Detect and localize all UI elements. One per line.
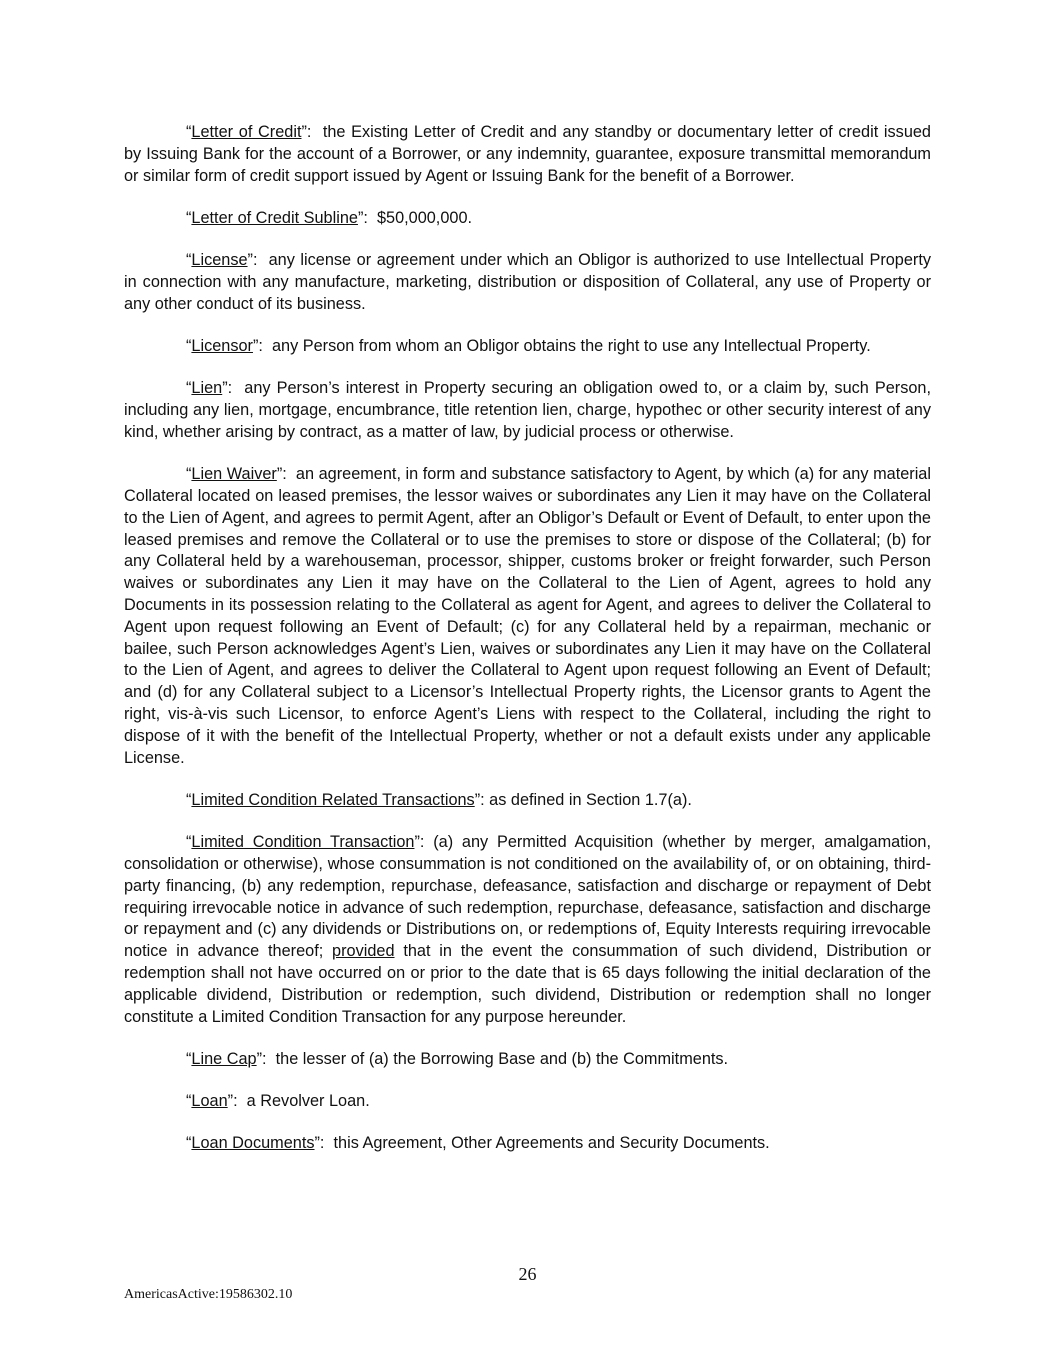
defined-term: Lien Waiver (191, 465, 277, 484)
defined-term: Letter of Credit (191, 123, 302, 141)
definition-license: “License”: any license or agreement under which an Obligor is authorized to use Intellectual Property in connection with any manufacture, marketing, distribution or disposition of Collateral, any use of Property or any other conduct of its business. (124, 251, 931, 313)
defined-term: Loan Documents (191, 1134, 315, 1153)
definition-text: the Existing Letter of Credit and any standby or documentary letter of credit issued by Issuing Bank for the account of a Borrower, or any indemnity, guarantee, exposure transmittal memorandum or similar form of credit support issued by Agent or Issuing Bank for the benefit of a Borrower. (124, 123, 931, 185)
definition-loan: “Loan”: a Revolver Loan. (186, 1092, 370, 1111)
definition-text: a Revolver Loan. (246, 1092, 370, 1111)
definition-limited-condition-related-transactions: “Limited Condition Related Transactions”: as defined in Section 1.7(a). (186, 790, 692, 809)
definition-text: this Agreement, Other Agreements and Security Documents. (333, 1134, 770, 1153)
definition-text: the lesser of (a) the Borrowing Base and (b) the Commitments. (275, 1049, 729, 1068)
definition-text: (a) any Permitted Acquisition (whether by merger, amalgamation, consolidation or otherwise), whose consummation is not conditioned on the availability of, or on obtaining, third-party financing, (b) any redemption, repurchase, defeasance, satisfaction and discharge or repayment of Debt requiring irrevocable notice in advance of such redemption, repurchase, defeasance, satisfaction and discharge or repayment and (c) any dividends or Distributions on, or redemptions of, Equity Interests requiring irrevocable notice in advance thereof; (124, 833, 931, 961)
defined-term: Limited Condition Related Transactions (191, 790, 475, 809)
defined-term: Licensor (191, 337, 253, 356)
defined-term: Loan (191, 1092, 228, 1111)
provided-emphasis: provided (332, 942, 395, 961)
defined-term: License (191, 251, 248, 270)
definition-loan-documents: “Loan Documents”: this Agreement, Other Agreements and Security Documents. (186, 1134, 770, 1153)
document-body (124, 122, 931, 1176)
definition-licensor: “Licensor”: any Person from whom an Obligor obtains the right to use any Intellectual Property. (186, 337, 871, 356)
definition-text-continued: that in the event the consummation of such dividend, Distribution or redemption shall not have occurred on or prior to the date that is 65 days following the initial declaration of the applicable dividend, Distribution or redemption, such dividend, Distribution or redemption shall no longer constitute a Limited Condition Transaction for any purpose hereunder. (124, 942, 932, 1026)
defined-term: Limited Condition Transaction (191, 833, 415, 852)
defined-term: Line Cap (191, 1049, 257, 1068)
document-id: AmericasActive:19586302.10 (124, 1287, 293, 1302)
definition-line-cap: “Line Cap”: the lesser of (a) the Borrowing Base and (b) the Commitments. (186, 1049, 729, 1068)
definition-text: $50,000,000. (376, 208, 473, 227)
definition-letter-of-credit-subline: “Letter of Credit Subline”: $50,000,000. (186, 208, 473, 227)
definition-text: as defined in Section 1.7(a). (489, 790, 692, 809)
definition-letter-of-credit: “Letter of Credit”: the Existing Letter of Credit and any standby or documentary letter of credit issued by Issuing Bank for the account of a Borrower, or any indemnity, guarantee, exposure transmittal memorandum or similar form of credit support issued by Agent or Issuing Bank for the benefit of a Borrower. (124, 123, 931, 185)
definition-limited-condition-transaction: “Limited Condition Transaction”: (a) any Permitted Acquisition (whether by merger, amalgamation, consolidation or otherwise), whose consummation is not conditioned on the availability of, or on obtaining, third-party financing, (b) any redemption, repurchase, defeasance, satisfaction and discharge or repayment of Debt requiring irrevocable notice in advance of such redemption, repurchase, defeasance, satisfaction and discharge or repayment and (c) any dividends or Distributions on, or redemptions of, Equity Interests requiring irrevocable notice in advance thereof; provided that in the event the consummation of such dividend, Distribution or redemption shall not have occurred on or prior to the date that is 65 days following the initial declaration of the applicable dividend, Distribution or redemption, such dividend, Distribution or redemption shall no longer constitute a Limited Condition Transaction for any purpose hereunder. (124, 833, 932, 1026)
defined-term: Lien (191, 379, 223, 398)
definition-text: any Person’s interest in Property securing an obligation owed to, or a claim by, such Person, including any lien, mortgage, encumbrance, title retention lien, charge, hypothec or other security interest of any kind, whether arising by contract, as a matter of law, by judicial process or otherwise. (124, 379, 931, 441)
definition-text: an agreement, in form and substance satisfactory to Agent, by which (a) for any material Collateral located on leased premises, the lessor waives or subordinates any Lien it may have on the Collateral to the Lien of Agent, and agrees to permit Agent, after an Obligor’s Default or Event of Default, to enter upon the leased premises and remove the Collateral or to use the premises to store or dispose of the Collateral; (b) for any Collateral held by a warehouseman, processor, shipper, customs broker or freight forwarder, such Person waives or subordinates any Lien it may have on the Collateral to the Lien of Agent, agrees to hold any Documents in its possession relating to the Collateral as agent for Agent, and agrees to deliver the Collateral to Agent upon request following an Event of Default; (c) for any Collateral held by a repairman, mechanic or bailee, such Person acknowledges Agent’s Lien, waives or subordinates any Lien it may have on the Collateral to the Lien of Agent, and agrees to deliver the Collateral to Agent upon request following an Event of Default; and (d) for any Collateral subject to a Licensor’s Intellectual Property rights, the Licensor grants to Agent the right, vis-à-vis such Licensor, to enforce Agent’s Liens with respect to the Collateral, including the right to dispose of it with the benefit of the Intellectual Property, whether or not a default exists under any applicable License. (124, 465, 931, 767)
definition-lien: “Lien”: any Person’s interest in Property securing an obligation owed to, or a claim by, such Person, including any lien, mortgage, encumbrance, title retention lien, charge, hypothec or other security interest of any kind, whether arising by contract, as a matter of law, by judicial process or otherwise. (124, 379, 931, 441)
page-number: 26 (518, 1264, 537, 1284)
definition-text: any license or agreement under which an Obligor is authorized to use Intellectual Property in connection with any manufacture, marketing, distribution or disposition of Collateral, any use of Property or any other conduct of its business. (124, 251, 931, 313)
definition-text: any Person from whom an Obligor obtains the right to use any Intellectual Property. (271, 337, 871, 356)
definition-lien-waiver: “Lien Waiver”: an agreement, in form and substance satisfactory to Agent, by which (a) for any material Collateral located on leased premises, the lessor waives or subordinates any Lien it may have on the Collateral to the Lien of Agent, and agrees to permit Agent, after an Obligor’s Default or Event of Default, to enter upon the leased premises and remove the Collateral or to use the premises to store or dispose of the Collateral; (b) for any Collateral held by a warehouseman, processor, shipper, customs broker or freight forwarder, such Person waives or subordinates any Lien it may have on the Collateral to the Lien of Agent, agrees to hold any Documents in its possession relating to the Collateral as agent for Agent, and agrees to deliver the Collateral to Agent upon request following an Event of Default; (c) for any Collateral held by a repairman, mechanic or bailee, such Person acknowledges Agent’s Lien, waives or subordinates any Lien it may have on the Collateral to the Lien of Agent, and agrees to deliver the Collateral to Agent upon request following an Event of Default; and (d) for any Collateral subject to a Licensor’s Intellectual Property rights, the Licensor grants to Agent the right, vis-à-vis such Licensor, to enforce Agent’s Liens with respect to the Collateral, including the right to dispose of it with the benefit of the Intellectual Property, whether or not a default exists under any applicable License. (124, 465, 931, 767)
defined-term: Letter of Credit Subline (191, 208, 358, 227)
